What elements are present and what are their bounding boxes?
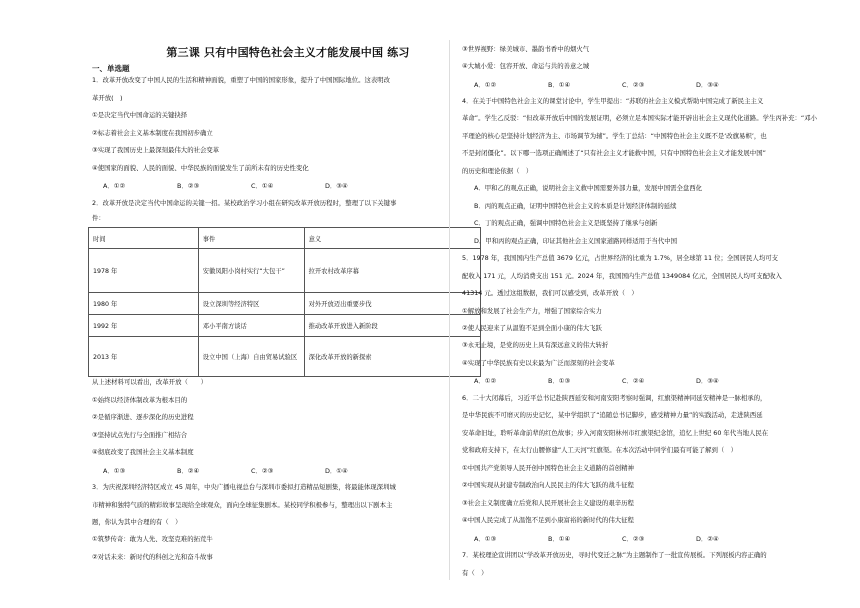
q2-stem: 件：: [92, 214, 105, 222]
q3-option: ④大城小爱：包容开放、命运与共的善意之城: [462, 62, 590, 70]
choice-a[interactable]: A．①③: [103, 467, 126, 475]
table-cell: 对外开放迈出重要步伐: [304, 293, 480, 315]
q4-option[interactable]: A．甲和乙的观点正确，说明社会主义救中国需要外部力量，发展中国需全盘西化: [474, 184, 703, 192]
q2-option: ④彻底改变了我国社会主义基本制度: [92, 448, 194, 456]
table-cell: 2013 年: [89, 337, 199, 377]
q6-option: ③社会主义制度确立后党和人民开展社会主义建设的艰辛历程: [462, 499, 634, 507]
q4-option[interactable]: D．甲和丙的观点正确，印证其他社会主义国家道路同样适用于当代中国: [474, 237, 678, 245]
q1-option: ④使国家的面貌、人民的面貌、中华民族的面貌发生了前所未有的历史性变化: [92, 164, 309, 172]
q6-option: ④中国人民完成了从温饱不足到小康富裕的新时代的伟大征程: [462, 516, 634, 524]
q6-option: ②中国实现从封建专制政治向人民民主的伟大飞跃的战斗征程: [462, 481, 634, 489]
table-cell: 安徽凤阳小岗村实行“大包干”: [198, 249, 304, 293]
column-divider: [449, 40, 450, 580]
q6-stem: 是中华民族不可磨灭的历史记忆，某中学组织了“追随总书记脚步，感受精神力量”的实践活动，走进陕西延: [462, 411, 763, 419]
q4-stem: 4．在关于中国特色社会主义的课堂讨论中，学生甲提出：“苏联的社会主义模式帮助中国完成了新民主主义: [462, 97, 764, 105]
table-cell: 设立中国（上海）自由贸易试验区: [198, 337, 304, 377]
q7-stem: 7．某校理论宣讲团以“学改革开放历史，寻时代变迁之脉”为主题制作了一批宣传展板。下列展板内容正确的: [462, 551, 767, 559]
choice-b[interactable]: B．②③: [177, 182, 200, 190]
q3-option: ②对话未来：新时代的科创之光和奋斗故事: [92, 553, 213, 561]
q5-option: ①解放和发展了社会生产力，增强了国家综合实力: [462, 307, 602, 315]
q6-stem: 6．二十大闭幕后，习近平总书记赴陕西延安和河南安阳考察时强调，红旗渠精神同延安精神是一脉相承的，: [462, 394, 767, 402]
choice-a[interactable]: A．①③: [474, 535, 497, 543]
section-heading: 一、单选题: [92, 64, 130, 73]
table-header: 事件: [198, 228, 304, 249]
q2-after: 从上述材料可以看出，改革开放（ ）: [92, 378, 208, 386]
q2-choices: [103, 466, 399, 475]
table-cell: 推动改革开放进入新阶段: [304, 315, 480, 337]
choice-b[interactable]: B．①④: [548, 535, 571, 543]
q5-stem: 5．1978 年，我国国内生产总值 3679 亿元，占世界经济的比重为 1.7%，居全球第 11 位；全国居民人均可支: [462, 254, 778, 262]
q4-stem: 平理论的核心是坚持计划经济为主、市场调节为辅”。学生丁总结：“中国特色社会主义既不是‘改旗易帜’，也: [462, 132, 767, 140]
events-table: [88, 227, 481, 377]
table-cell: 1992 年: [89, 315, 199, 337]
page-title: 第三课 只有中国特色社会主义才能发展中国 练习: [166, 46, 410, 59]
q4-option[interactable]: B．丙的观点正确，证明中国特色社会主义的本质是计划经济体制的延续: [474, 202, 677, 210]
choice-c[interactable]: C．②③: [251, 467, 274, 475]
q5-option: ②使人民迎来了从温饱不足到全面小康的伟大飞跃: [462, 324, 602, 332]
q1-option: ③实现了我国历史上最深刻最伟大的社会变革: [92, 146, 220, 154]
choice-d[interactable]: D．③④: [696, 81, 719, 89]
q1-choices: [103, 181, 399, 190]
table-row: [89, 249, 481, 293]
choice-a[interactable]: A．①②: [474, 81, 497, 89]
q5-stem: 配收入 171 元，人均消费支出 151 元。2024 年，我国国内生产总值 1349084 亿元，全国居民人均可支配收入: [462, 272, 782, 280]
choice-d[interactable]: D．③④: [325, 182, 348, 190]
q4-stem: 的历史和理论依据（ ）: [462, 167, 533, 175]
table-cell: 1978 年: [89, 249, 199, 293]
choice-a[interactable]: A．①②: [474, 377, 497, 385]
table-header-row: [89, 228, 481, 249]
q5-option: ④实现了中华民族有史以来最为广泛而深刻的社会变革: [462, 359, 615, 367]
q2-option: ②是循序渐进、逐步深化的历史进程: [92, 413, 194, 421]
q5-stem: 41314 元。透过这组数据，我们可以感受到，改革开放（ ）: [462, 289, 638, 297]
q6-stem: 安革命旧址，聆听革命前辈的红色故事；步入河南安阳林州市红旗渠纪念馆，追忆上世纪 60 年代当地人民在: [462, 429, 769, 437]
q3-choices: [474, 80, 770, 89]
q4-stem: 革命”。学生乙反驳：“但改革开放后中国的发展证明，必须立足本国实际才能开辟出社会主义现代化道路。学生丙补充：“邓小: [462, 114, 818, 122]
table-cell: 邓小平南方谈话: [198, 315, 304, 337]
choice-c[interactable]: C．②④: [622, 377, 645, 385]
choice-b[interactable]: B．①③: [548, 377, 571, 385]
q1-stem: 革开放( ): [92, 94, 123, 102]
q3-option: ③世界视野：绿美城市、墨韵书香中的烟火气: [462, 45, 590, 53]
q3-stem: 3．为庆祝深圳经济特区成立 45 周年，中央广播电视总台与深圳市委拟打造精品短剧集，将最能体现深圳城: [92, 483, 396, 491]
choice-d[interactable]: D．②④: [696, 535, 719, 543]
q6-stem: 党和政府支持下，在太行山腰修建“人工天河”红旗渠。在本次活动中同学们最有可能了解到（ ）: [462, 446, 738, 454]
choice-d[interactable]: D．①④: [325, 467, 348, 475]
table-row: [89, 293, 481, 315]
q2-stem: 2．改革开放是决定当代中国命运的关键一招。某校政治学习小组在研究改革开放历程时，整理了以下关键事: [92, 199, 397, 207]
q3-option: ①筑梦传奇：敢为人先、攻坚克难的拓荒牛: [92, 535, 213, 543]
choice-c[interactable]: C．①④: [251, 182, 274, 190]
choice-b[interactable]: B．②④: [177, 467, 200, 475]
q1-option: ①是决定当代中国命运的关键抉择: [92, 111, 188, 119]
q3-stem: 题，你认为其中合理的有（ ）: [92, 518, 182, 526]
choice-c[interactable]: C．②③: [622, 535, 645, 543]
table-cell: 深化改革开放的新探索: [304, 337, 480, 377]
table-header: 意义: [304, 228, 480, 249]
choice-b[interactable]: B．①④: [548, 81, 571, 89]
q4-option[interactable]: C．丁的观点正确，强调中国特色社会主义是既坚持了继承与创新: [474, 219, 658, 227]
q2-option: ①始终以经济体制改革为根本目的: [92, 396, 188, 404]
table-header: 时间: [89, 228, 199, 249]
q1-option: ②标志着社会主义基本制度在我国初步确立: [92, 129, 213, 137]
table-cell: 拉开农村改革序幕: [304, 249, 480, 293]
q5-option: ③永无止境，是党的历史上具有深远意义的伟大转折: [462, 341, 609, 349]
table-row: [89, 315, 481, 337]
table-row: [89, 337, 481, 377]
q7-stem: 有（ ）: [462, 569, 488, 577]
q1-stem: 1．改革开放改变了中国人民的生活和精神面貌，重塑了中国的国家形象，提升了中国国际地位。这表明改: [92, 76, 391, 84]
q4-stem: 不是封闭僵化”。以下哪一选项正确阐述了“只有社会主义才能救中国，只有中国特色社会主义才能发展中国”: [462, 149, 766, 157]
q6-option: ①中国共产党领导人民开创中国特色社会主义道路的首创精神: [462, 464, 634, 472]
q3-stem: 市精神和独特气质的精彩故事呈现给全球观众，面向全球征集剧本。某校同学积极参与，整理出以下剧本主: [92, 501, 393, 509]
q2-option: ③坚持试点先行与全面推广相结合: [92, 431, 188, 439]
choice-d[interactable]: D．③④: [696, 377, 719, 385]
table-cell: 1980 年: [89, 293, 199, 315]
table-cell: 设立深圳等经济特区: [198, 293, 304, 315]
choice-a[interactable]: A．①②: [103, 182, 126, 190]
q6-choices: [474, 534, 770, 543]
choice-c[interactable]: C．②③: [622, 81, 645, 89]
q5-choices: [474, 376, 770, 385]
